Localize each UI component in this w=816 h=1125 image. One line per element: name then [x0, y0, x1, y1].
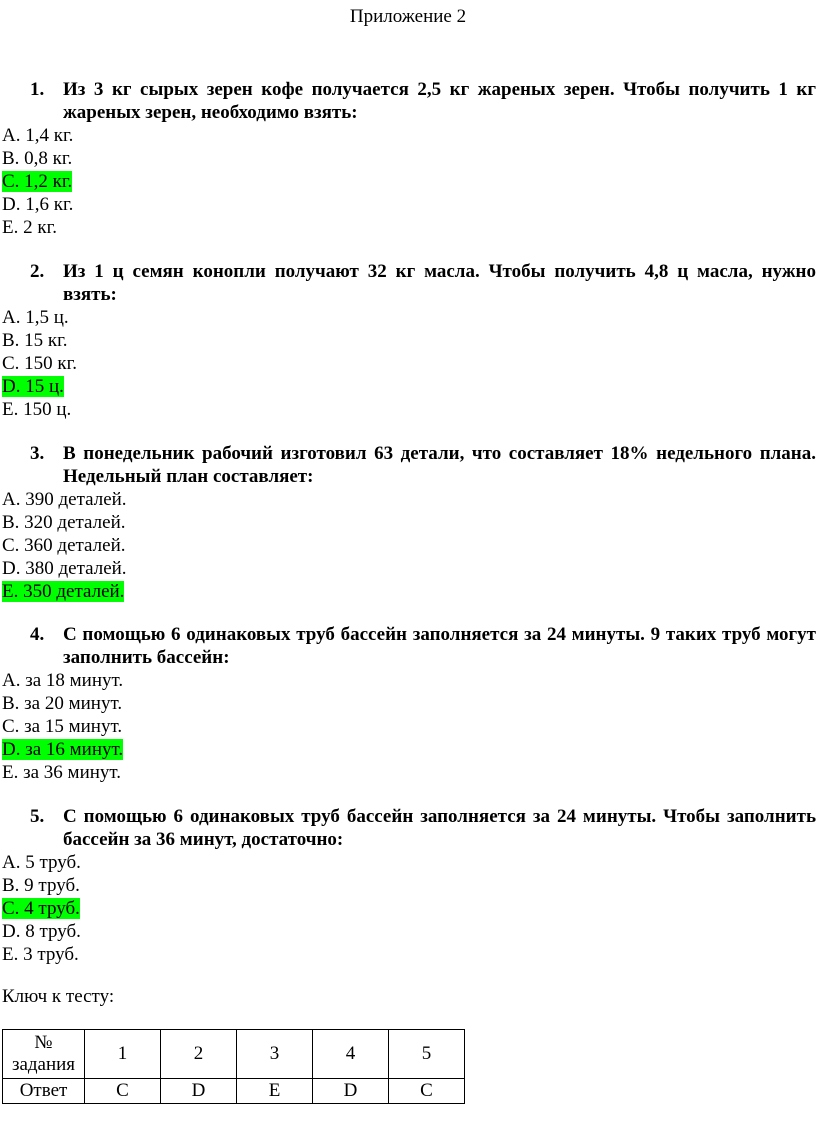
option-text: B. 15 кг.	[2, 330, 68, 351]
question-number: 4.	[30, 624, 45, 645]
table-cell: D	[161, 1079, 237, 1104]
option-c	[0, 352, 816, 375]
option-d	[0, 375, 816, 398]
question-number: 5.	[30, 806, 45, 827]
question-prompt: С помощью 6 одинаковых труб бассейн заполняется за 24 минуты. 9 таких труб могут заполнить бассейн:	[63, 624, 816, 668]
option-b	[0, 874, 816, 897]
option-text: C. за 15 минут.	[2, 716, 123, 737]
option-a	[0, 124, 816, 147]
table-cell: E	[237, 1079, 313, 1104]
option-e	[0, 761, 816, 784]
option-a	[0, 306, 816, 329]
question-prompt: С помощью 6 одинаковых труб бассейн заполняется за 24 минуты. Чтобы заполнить бассейн за 36 минут, достаточно:	[63, 806, 816, 850]
option-text-highlighted: C. 1,2 кг.	[2, 171, 73, 192]
table-cell: C	[389, 1079, 465, 1104]
option-b	[0, 147, 816, 170]
option-e	[0, 943, 816, 966]
option-d	[0, 193, 816, 216]
question-number: 1.	[30, 79, 45, 100]
question-1	[0, 78, 816, 239]
option-text: B. 320 деталей.	[2, 512, 126, 533]
table-row-label: Ответ	[3, 1079, 85, 1104]
table-header-cell: 2	[161, 1030, 237, 1079]
option-text: C. 150 кг.	[2, 353, 78, 374]
option-e	[0, 398, 816, 421]
option-text-highlighted: D. 15 ц.	[2, 376, 64, 397]
option-c	[0, 897, 816, 920]
question-4	[0, 623, 816, 784]
table-header-cell: 4	[313, 1030, 389, 1079]
option-text: A. за 18 минут.	[2, 670, 124, 691]
option-text: A. 1,4 кг.	[2, 125, 74, 146]
question-5	[0, 805, 816, 966]
option-c	[0, 715, 816, 738]
option-text-highlighted: C. 4 труб.	[2, 898, 80, 919]
table-header-cell: 1	[85, 1030, 161, 1079]
question-text	[0, 805, 816, 851]
option-text: E. за 36 минут.	[2, 762, 122, 783]
table-cell: C	[85, 1079, 161, 1104]
option-text: E. 3 труб.	[2, 944, 79, 965]
option-a	[0, 669, 816, 692]
question-number: 3.	[30, 443, 45, 464]
option-text-highlighted: E. 350 деталей.	[2, 581, 125, 602]
option-b	[0, 329, 816, 352]
question-text	[0, 623, 816, 669]
option-b	[0, 692, 816, 715]
option-text: B. 9 труб.	[2, 875, 80, 896]
option-text: E. 150 ц.	[2, 399, 72, 420]
question-number: 2.	[30, 261, 45, 282]
question-text	[0, 260, 816, 306]
option-text: A. 390 деталей.	[2, 489, 127, 510]
option-text: A. 1,5 ц.	[2, 307, 69, 328]
option-d	[0, 557, 816, 580]
option-text: A. 5 труб.	[2, 852, 81, 873]
table-cell: D	[313, 1079, 389, 1104]
question-text	[0, 78, 816, 124]
option-text: B. за 20 минут.	[2, 693, 123, 714]
answer-key-label: Ключ к тесту:	[2, 986, 115, 1007]
question-prompt: Из 1 ц семян конопли получают 32 кг масла. Чтобы получить 4,8 ц масла, нужно взять:	[63, 261, 816, 305]
option-text: B. 0,8 кг.	[2, 148, 73, 169]
page-title: Приложение 2	[349, 6, 467, 27]
question-text	[0, 442, 816, 488]
option-b	[0, 511, 816, 534]
question-2	[0, 260, 816, 421]
table-row	[3, 1030, 465, 1079]
table-header-cell: 5	[389, 1030, 465, 1079]
option-d	[0, 738, 816, 761]
option-d	[0, 920, 816, 943]
option-text: E. 2 кг.	[2, 217, 57, 238]
option-text: D. 380 деталей.	[2, 558, 127, 579]
option-a	[0, 488, 816, 511]
question-prompt: Из 3 кг сырых зерен кофе получается 2,5 кг жареных зерен. Чтобы получить 1 кг жареных зерен, необходимо взять:	[63, 79, 816, 123]
option-text: C. 360 деталей.	[2, 535, 126, 556]
option-a	[0, 851, 816, 874]
option-e	[0, 580, 816, 603]
option-text-highlighted: D. за 16 минут.	[2, 739, 124, 760]
table-header-label: № задания	[3, 1030, 85, 1079]
option-text: D. 1,6 кг.	[2, 194, 74, 215]
table-header-cell: 3	[237, 1030, 313, 1079]
question-3	[0, 442, 816, 603]
option-text: D. 8 труб.	[2, 921, 81, 942]
option-c	[0, 170, 816, 193]
question-prompt: В понедельник рабочий изготовил 63 детали, что составляет 18% недельного плана. Недельный план составляет:	[63, 443, 816, 487]
table-row	[3, 1079, 465, 1104]
answer-key-table	[2, 1029, 465, 1104]
option-e	[0, 216, 816, 239]
option-c	[0, 534, 816, 557]
